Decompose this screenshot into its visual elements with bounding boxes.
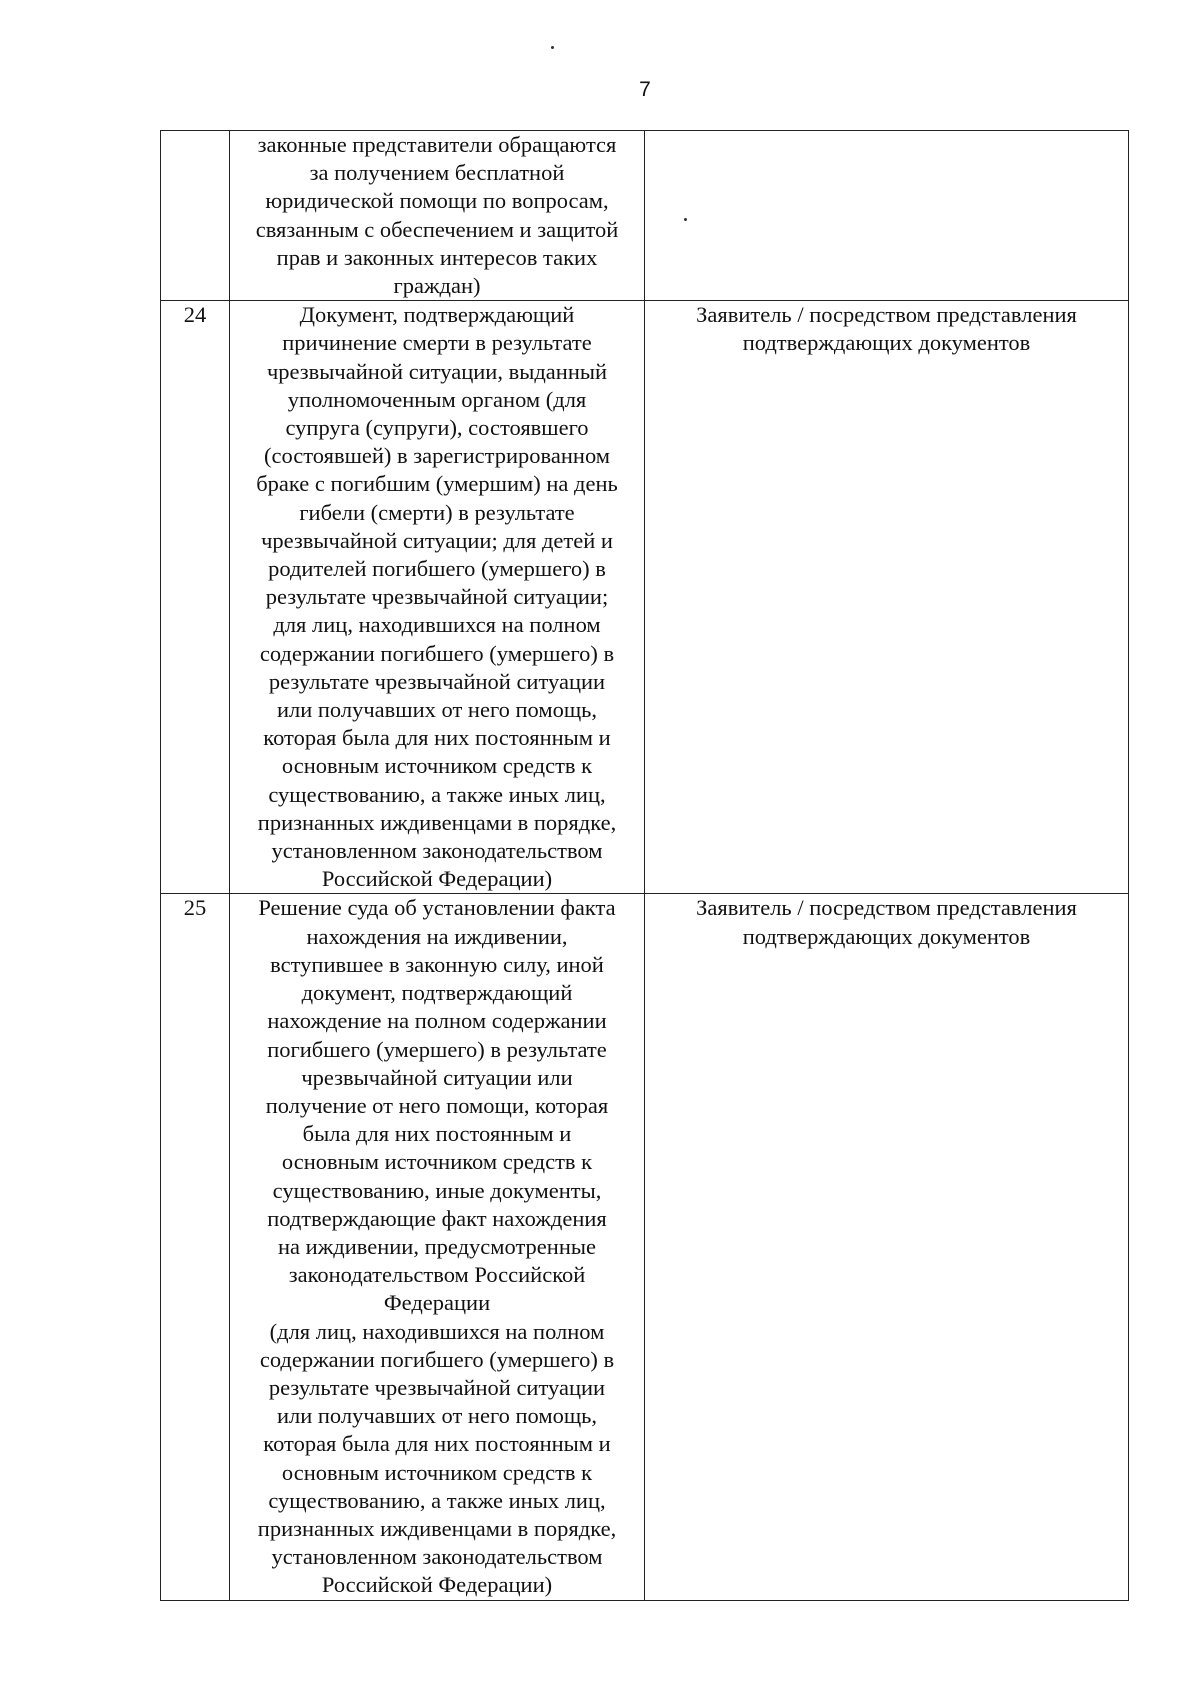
document-text-line: которая была для них постоянным и	[263, 725, 611, 751]
document-cell	[230, 894, 645, 1600]
document-text-line: Документ, подтверждающий	[299, 302, 575, 328]
document-text-line: или получавших от него помощь,	[276, 1403, 598, 1429]
table-row	[161, 131, 1129, 301]
document-text-line: Решение суда об установлении факта	[258, 895, 616, 921]
document-text-line: Российской Федерации)	[321, 1572, 553, 1598]
document-text-line: содержании погибшего (умершего) в	[259, 1346, 615, 1372]
document-text-line: прав и законных интересов таких	[276, 244, 598, 270]
document-text-line: результате чрезвычайной ситуации;	[265, 584, 609, 610]
document-text-line: граждан)	[393, 273, 481, 299]
document-text-line: содержании погибшего (умершего) в	[259, 640, 615, 666]
row-number-cell	[161, 301, 230, 894]
document-text-line: связанным с обеспечением и защитой	[255, 216, 619, 242]
document-text-line: за получением бесплатной	[309, 160, 565, 186]
document-text-line: основным источником средств к	[281, 753, 593, 779]
document-text-line: Федерации	[383, 1290, 491, 1316]
page-number: 7	[639, 78, 651, 101]
document-text-line: юридической помощи по вопросам,	[265, 188, 609, 214]
document-text-line: или получавших от него помощь,	[276, 697, 598, 723]
document-text-line: получение от него помощи, которая	[265, 1092, 609, 1118]
row-number: 24	[183, 302, 207, 328]
source-cell	[645, 894, 1129, 1600]
document-text-line: для лиц, находившихся на полном	[273, 612, 601, 638]
source-text-line: подтверждающих документов	[742, 923, 1031, 949]
document-text-line: чрезвычайной ситуации, выданный	[266, 358, 608, 384]
document-text-line: вступившее в законную силу, иной	[270, 951, 604, 977]
document-text-line: признанных иждивенцами в порядке,	[257, 1515, 617, 1541]
document-text-line: существованию, иные документы,	[272, 1177, 602, 1203]
document-text-line: подтверждающие факт нахождения	[267, 1205, 607, 1231]
document-text-line: признанных иждивенцами в порядке,	[257, 809, 617, 835]
document-text-line: результате чрезвычайной ситуации	[268, 1374, 606, 1400]
source-text-line: подтверждающих документов	[742, 330, 1031, 356]
document-text-line: основным источником средств к	[281, 1459, 593, 1485]
document-text-line: основным источником средств к	[281, 1149, 593, 1175]
document-text-line: результате чрезвычайной ситуации	[268, 668, 606, 694]
document-text-line: браке с погибшим (умершим) на день	[256, 471, 618, 497]
row-number-cell	[161, 131, 230, 301]
document-text-line: документ, подтверждающий	[301, 980, 573, 1006]
document-text-line: законодательством Российской	[288, 1262, 586, 1288]
document-text-line: погибшего (умершего) в результате	[267, 1036, 607, 1062]
document-text-line: нахождение на полном содержании	[267, 1008, 607, 1034]
document-text-line: которая была для них постоянным и	[263, 1431, 611, 1457]
row-number: 25	[183, 895, 207, 921]
document-text-line: Российской Федерации)	[321, 866, 553, 892]
source-cell	[645, 301, 1129, 894]
document-text-line: законные представители обращаются	[257, 132, 617, 157]
document-text-line: родителей погибшего (умершего) в	[268, 556, 606, 582]
row-number-cell	[161, 894, 230, 1600]
source-cell	[645, 131, 1129, 301]
document-text-line: (состоявшей) в зарегистрированном	[263, 443, 611, 469]
source-text-line: Заявитель / посредством представления	[696, 895, 1077, 921]
document-text-line: существованию, а также иных лиц,	[268, 781, 606, 807]
table-row	[161, 301, 1129, 894]
table-row	[161, 894, 1129, 1600]
document-text-line: уполномоченным органом (для	[287, 386, 587, 412]
document-text-line: причинение смерти в результате	[282, 330, 592, 356]
document-text-line: установленном законодательством	[271, 838, 603, 864]
scan-speck	[551, 46, 554, 49]
document-text-line: нахождения на иждивении,	[306, 923, 568, 949]
documents-table	[160, 130, 1129, 1601]
document-text-line: гибели (смерти) в результате	[299, 499, 575, 525]
document-cell	[230, 301, 645, 894]
source-text-line: Заявитель / посредством представления	[696, 302, 1077, 328]
table-body	[161, 131, 1129, 1601]
document-text-line: (для лиц, находившихся на полном	[269, 1318, 605, 1344]
document-text-line: супруга (супруги), состоявшего	[285, 415, 589, 441]
document-cell	[230, 131, 645, 301]
document-text-line: была для них постоянным и	[302, 1121, 572, 1147]
document-text-line: существованию, а также иных лиц,	[268, 1487, 606, 1513]
document-text-line: установленном законодательством	[271, 1544, 603, 1570]
document-text-line: чрезвычайной ситуации; для детей и	[261, 527, 613, 553]
document-text-line: чрезвычайной ситуации или	[301, 1064, 573, 1090]
document-text-line: на иждивении, предусмотренные	[278, 1233, 596, 1259]
